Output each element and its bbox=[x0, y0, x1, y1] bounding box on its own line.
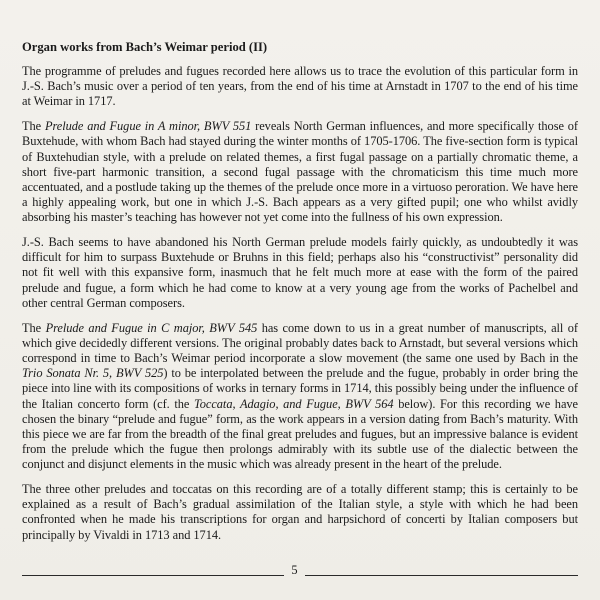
paragraph-bwv551 bbox=[22, 119, 578, 225]
footer-rule-right bbox=[305, 575, 578, 576]
footer-rule-left bbox=[22, 575, 284, 576]
text-run: has come down to us in a great number of manuscripts, all of which give decidedly different versions. The original probably dates back to Arnstadt, but several versions which correspond in time to Bach’s Weimar period incorporate a slow movement (the same one used by Bach in the bbox=[22, 320, 578, 365]
text-run: below). For this recording we have chosen the binary “prelude and fugue” form, as the work appears in a version dating from Bach’s maturity. With this piece we are far from the breadth of the final great preludes and fugues, but an impressive balance is evident from the prelude which the fugue then prolongs admirably with its subtle use of the dialectic between the conjunct and disjunct elements in the music which was already present in the heart of the prelude. bbox=[22, 396, 578, 472]
paragraph-italian-style: The three other preludes and toccatas on this recording are of a totally different stamp; this is certainly to be explained as a result of Bach’s gradual assimilation of the Italian style, a style with which he had been confronted when he made his transcriptions for organ and harpsichord of concerti by Italian composers but principally by Vivaldi in 1713 and 1714. bbox=[22, 482, 578, 542]
text-run: ) to be interpolated between the prelude and the fugue, probably in order bring the piece into line with its compositions of works in ternary forms in 1714, this possibly being under the influence of the Italian concerto form (cf. the bbox=[22, 366, 578, 411]
work-title-bwv525: Trio Sonata Nr. 5, BWV 525 bbox=[22, 366, 164, 381]
page-footer bbox=[0, 562, 600, 578]
page-number: 5 bbox=[291, 563, 298, 577]
text-run: The bbox=[22, 119, 45, 134]
work-title-bwv564: Toccata, Adagio, and Fugue, BWV 564 bbox=[194, 396, 394, 411]
text-run: reveals North German influences, and more specifically those of Buxtehude, with whom Bach had stayed during the winter months of 1705-1706. The five-section form is typical of Buxtehudian style, with a prelude on related themes, a first fugal passage on a partially chromatic theme, a short five-part harmonic transition, a second fugal passage with the chromaticism this time much more accentuated, and a postlude taking up the themes of the prelude once more in a virtuoso peroration. We have here a highly appealing work, but one in which J.-S. Bach appears as a very gifted pupil; one who whilst avidly absorbing his master’s teaching has however not yet come into the fullness of his own expression. bbox=[22, 119, 578, 225]
section-title: Organ works from Bach’s Weimar period (II) bbox=[22, 40, 268, 54]
paragraph-bwv545 bbox=[22, 321, 578, 473]
work-title-bwv545: Prelude and Fugue in C major, BWV 545 bbox=[45, 320, 258, 335]
work-title-bwv551: Prelude and Fugue in A minor, BWV 551 bbox=[44, 119, 252, 134]
paragraph-intro: The programme of preludes and fugues recorded here allows us to trace the evolution of this particular form in J.-S. Bach’s music over a period of ten years, from the end of his time at Arnstadt in 1707 to the end of his time at Weimar in 1717. bbox=[22, 64, 578, 109]
paragraph-north-german: J.-S. Bach seems to have abandoned his North German prelude models fairly quickly, as undoubtedly it was difficult for him to surpass Buxtehude or Bruhns in this field; perhaps also his “constructivist” personality did not fit well with this expansive form, inasmuch that he felt much more at ease with the form of the paired prelude and fugue, a form which he had come to know at a very young age from the works of Pachelbel and other central German composers. bbox=[22, 235, 578, 310]
text-run: The bbox=[22, 320, 46, 335]
